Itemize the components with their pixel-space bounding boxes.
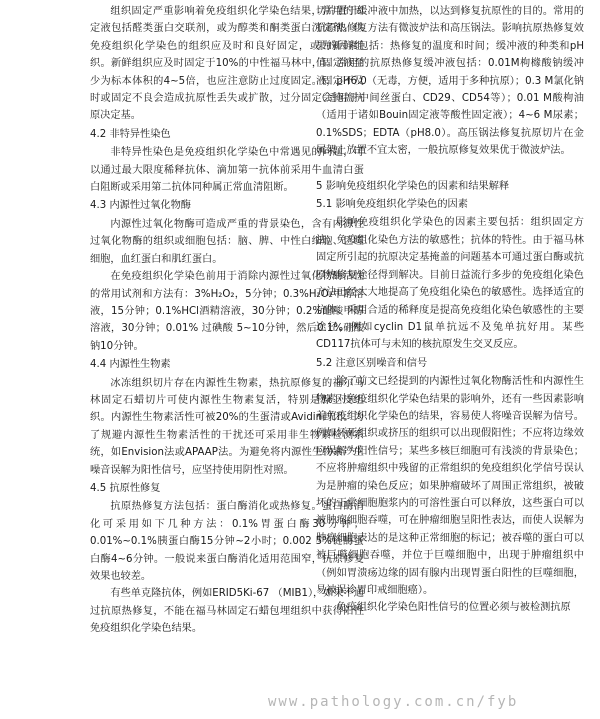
section-5-heading: 5 影响免疫组织化学染色的因素和结果解释 (316, 180, 510, 192)
intro-paragraph: 组织固定严重影响着免疫组织化学染色结果，常用的固定液包括醛类蛋白交联剂，或为醇类和酮类蛋白沉淀剂。供免疫组织化学染色的组织应及时和良好固定，或为新鲜组织。新鲜组织应及时固定于10%的中性福马林中，固定液至少为标本体积的4~5倍，也应注意防止过度固定。固定不及时或固定不良会造成抗原性丢失或扩散，过分固定会掩盖抗原决定基。 (90, 6, 364, 122)
section-4-4-heading: 4.4 内源性生物素 (90, 359, 171, 371)
section-4-4-text: 冰冻组织切片存在内源性生物素，热抗原修复的福尔马林固定石蜡切片可使内源性生物素复活，特别是腺上皮组织。内源性生物素活性可被20%的生蛋清或Avidin封闭。为了规避内源性生物素活性的干扰还可采用非生物素检测系统，如Envision法或APAAP法。为避免将内源性生物素产生噪音误解为阳性信号，应坚持使用阴性对照。 (90, 377, 364, 476)
right-column (316, 3, 584, 617)
section-5-1-text: 影响免疫组织化学染色的因素主要包括：组织固定方法；免疫组化染色方法的敏感性；抗体的特性。由于福马林固定所引起的抗原决定基掩盖的问题基本可通过蛋白酶或抗原热修复途径得到解决。目前日益流行多步的免疫组化染色方法已经大大地提高了免疫组化染色的敏感性。选择适宜的抗体、采用合适的稀释度是提高免疫组化染色敏感性的主要途径，例如cyclin D1鼠单抗远不及兔单抗好用。某些CD117抗体可与未知的核抗原发生交叉反应。 (316, 217, 584, 351)
right-continuation-paragraph: 切片置于缓冲液中加热，以达到修复抗原性的目的。常用的抗原热修复方法有微波炉法和高压锅法。影响抗原热修复效果的因素包括：热修复的温度和时间；缓冲液的种类和pH值。常用的抗原热修复缓冲液包括：0.01M枸橼酸钠缓冲液，pH6.0（无毒，方便，适用于多种抗原）；0.3 M氯化钠（适用于中间丝蛋白、CD29、CD54等）；0.01 M酸枸油（适用于诸如Bouin固定液等酸性固定液）；4~6 M尿素；0.1%SDS；EDTA（pH8.0）。高压锅法修复抗原切片在金属架上放置不宜太密，一般抗原修复效果优于微波炉法。 (316, 6, 584, 157)
section-5-1-heading: 5.1 影响免疫组织化学染色的因素 (316, 199, 468, 211)
section-4-5-text: 抗原热修复方法包括：蛋白酶消化或热修复。蛋白酶消化可采用如下几种方法：0.1%胃蛋白酶30分钟；0.01%~0.1%胰蛋白酶15分钟~2小时；0.002 5%链酶蛋白酶4~6分钟。一般说来蛋白酶消化适用范围窄，抗原修复效果也较差。 (90, 501, 364, 582)
section-4-3-text: 内源性过氧化物酶可造成严重的背景染色，含有内源性过氧化物酶的组织或细胞包括：脑、脾、中性白细胞、巨噬细胞，血红蛋白和肌红蛋白。 (90, 218, 364, 265)
section-5-2-text-2: 免疫组织化学染色阳性信号的位置必须与被检测抗原 (336, 602, 571, 614)
section-4-2-text: 非特异性染色是免疫组织化学染色中常遇见的问题，可以通过最大限度稀释抗体、滴加第一抗体前采用牛血清白蛋白阻断或采用第二抗体同种属正常血清阻断。 (90, 147, 364, 194)
section-5-2-heading: 5.2 注意区别噪音和信号 (316, 357, 428, 369)
section-4-5-heading: 4.5 抗原性修复 (90, 482, 161, 494)
section-4-3-heading: 4.3 内源性过氧化物酶 (90, 200, 191, 212)
section-4-3-methods: 在免疫组织化学染色前用于消除内源性过氧化物酶活性的常用试剂和方法有：3%H₂O₂，5分钟；0.3%H₂O₂甲醇溶液，15分钟；0.1%HCl酒精溶液，30分钟；0.2%醋酸甲醇溶液，30分钟；0.01% 过碘酸 5~10分钟，然后0.1%硼酸钠10分钟。 (90, 271, 364, 352)
section-4-2-heading: 4.2 非特异性染色 (90, 128, 171, 140)
section-4-5-text-2: 有些单克隆抗体，例如ERID5Ki-67 （MIB1），如果不通过抗原热修复，不能在福马林固定石蜡包埋组织中获得阳性免疫组织化学染色结果。 (90, 588, 364, 635)
section-5-2-text: 除了前文已经提到的内源性过氧化物酶活性和内源性生物素对免疫组织化学染色结果的影响外，还有一些因素影响着免疫组织化学染色的结果，容易使人将噪音误解为信号。例如坏死组织或挤压的组织可以出现假阳性；不应将边缘效应误解为阳性信号；某些多核巨细胞可有浅淡的背景染色；不应将肿瘤组织中残留的正常组织的免疫组织化学信号误认为是肿瘤的染色反应；如果肿瘤破坏了周围正常组织，被破坏的正常细胞胞浆内的可溶性蛋白可以释放，这些蛋白可以被肿瘤细胞吞噬，可在肿瘤细胞呈阳性表达，而使人误解为肿瘤细胞表达的是这种正常细胞的标记；被吞噬的蛋白可以被巨噬细胞吞噬，并位于巨噬细胞中，出现于肿瘤组织中（例如胃溃疡边缘的固有腺内出现胃蛋白阳性的巨噬细胞，易被误诊胃印戒细胞癌）。 (316, 376, 584, 596)
section-gap (316, 160, 584, 177)
watermark: www.pathology.com.cn/fyb (268, 694, 519, 710)
